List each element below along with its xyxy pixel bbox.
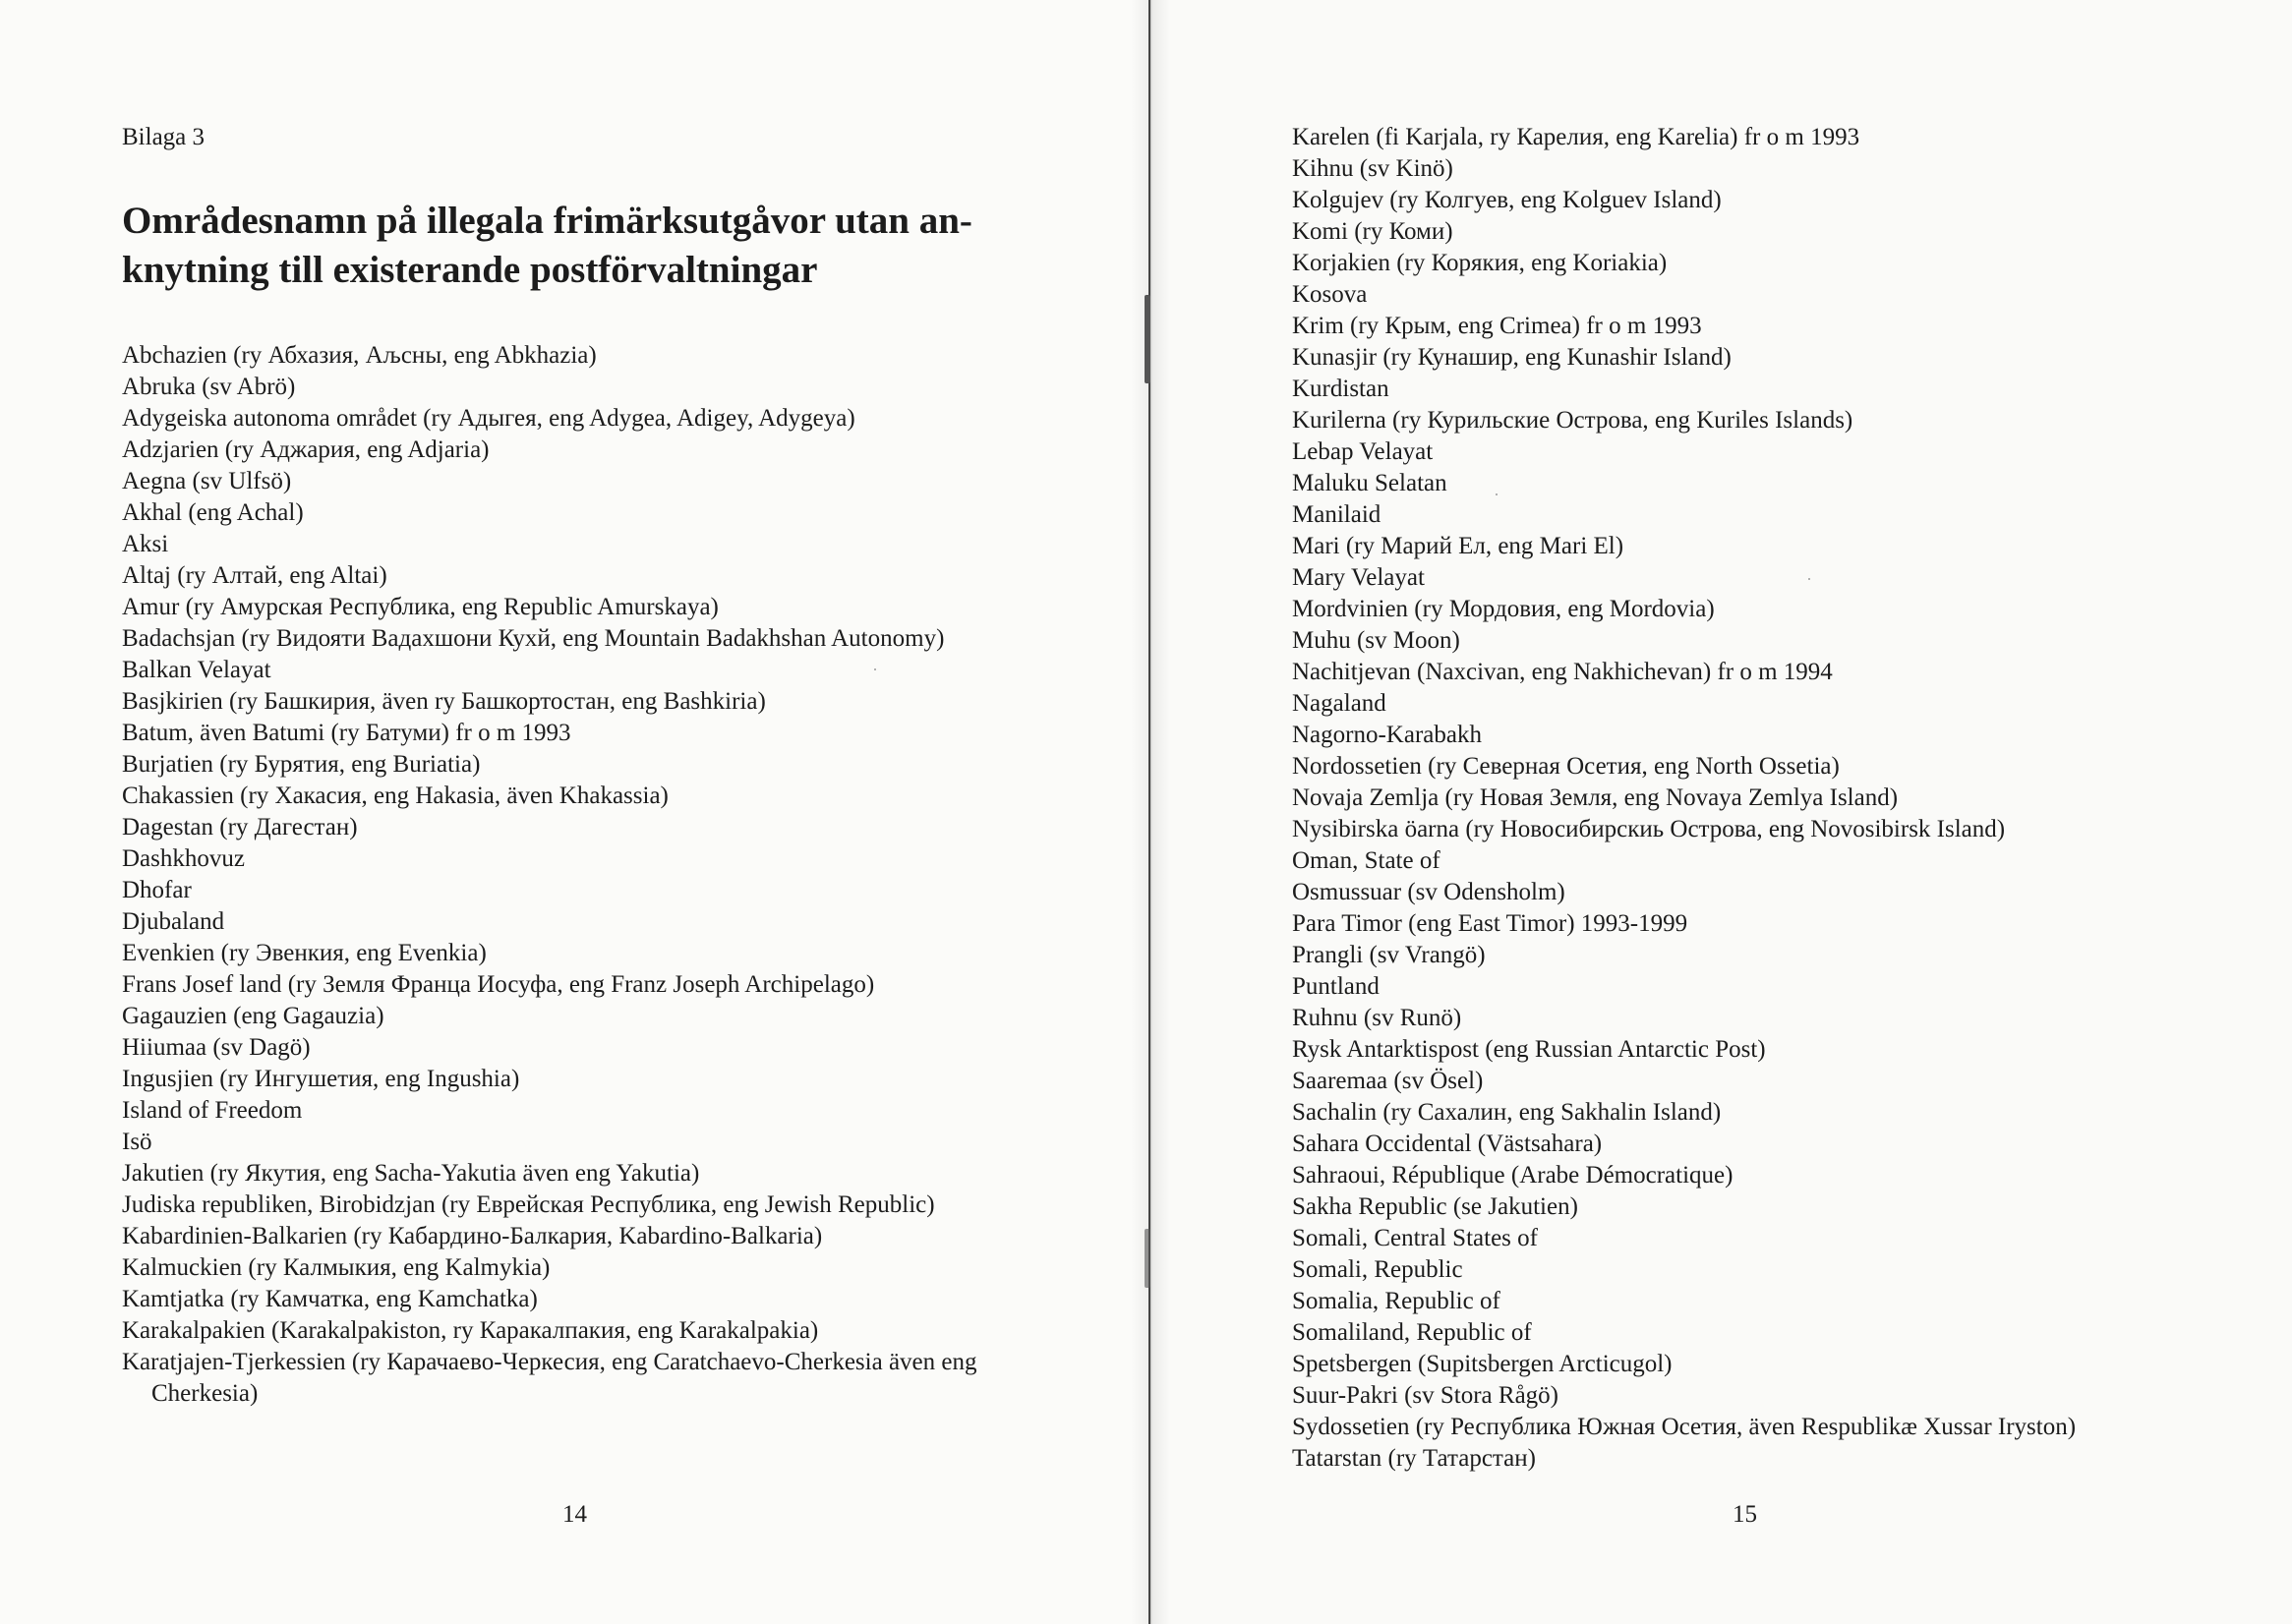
list-item: Balkan Velayat xyxy=(122,657,271,683)
list-item: Aegna (sv Ulfsö) xyxy=(122,468,292,494)
staple-mark xyxy=(1145,295,1150,383)
list-item: Saaremaa (sv Ösel) xyxy=(1292,1068,1484,1094)
list-item: Kurilerna (ry Курильские Острова, eng Kuriles Islands) xyxy=(1292,407,1853,434)
list-item: Muhu (sv Moon) xyxy=(1292,627,1460,654)
list-item: Lebap Velayat xyxy=(1292,438,1434,465)
list-item: Chakassien (ry Хакасия, eng Hakasia, även Khakassia) xyxy=(122,783,669,809)
list-item: Island of Freedom xyxy=(122,1097,303,1124)
list-item: Kihnu (sv Kinö) xyxy=(1292,155,1453,182)
staple-mark xyxy=(1145,1229,1150,1288)
list-item: Nysibirska öarna (ry Новосибирскиь Острова, eng Novosibirsk Island) xyxy=(1292,816,2006,842)
list-item: Prangli (sv Vrangö) xyxy=(1292,942,1486,968)
list-item: Aksi xyxy=(122,531,169,557)
paper-speck xyxy=(1808,578,1810,580)
list-item: Karakalpakien (Karakalpakiston, ry Каракалпакия, eng Karakalpakia) xyxy=(122,1317,819,1344)
list-item: Hiiumaa (sv Dagö) xyxy=(122,1034,311,1061)
list-item: Sachalin (ry Сахалин, eng Sakhalin Island) xyxy=(1292,1099,1722,1126)
appendix-label: Bilaga 3 xyxy=(122,124,206,150)
list-item: Kamtjatka (ry Камчатка, eng Kamchatka) xyxy=(122,1286,538,1312)
list-item: Jakutien (ry Якутия, eng Sacha-Yakutia även eng Yakutia) xyxy=(122,1160,700,1187)
list-item: Ingusjien (ry Ингушетия, eng Ingushia) xyxy=(122,1066,520,1092)
paper-speck xyxy=(874,668,876,670)
list-item: Nagaland xyxy=(1292,690,1386,717)
paper-speck xyxy=(1496,493,1498,495)
list-item: Kolgujev (ry Колгуев, eng Kolguev Island) xyxy=(1292,187,1722,213)
list-item: Somali, Central States of xyxy=(1292,1225,1538,1251)
list-item: Komi (ry Коми) xyxy=(1292,218,1453,245)
list-item: Karatjajen-Tjerkessien (ry Карачаево-Черкесия, eng Caratchaevo-Cherkesia även eng Cherkesia) xyxy=(122,1349,977,1407)
list-item: Adzjarien (ry Аджария, eng Adjaria) xyxy=(122,436,490,463)
page-number-left: 14 xyxy=(562,1501,587,1528)
list-item: Oman, State of xyxy=(1292,847,1440,874)
page-heading: Områdesnamn på illegala frimärksutgåvor utan an-knytning till existerande postförvaltningar xyxy=(122,200,972,291)
list-item: Tatarstan (ry Татарстан) xyxy=(1292,1445,1536,1472)
list-item: Spetsbergen (Supitsbergen Arcticugol) xyxy=(1292,1351,1673,1377)
list-item: Akhal (eng Achal) xyxy=(122,499,304,526)
list-item: Manilaid xyxy=(1292,501,1381,528)
list-item: Nachitjevan (Naxcivan, eng Nakhichevan) fr o m 1994 xyxy=(1292,659,1833,685)
list-item: Nagorno-Karabakh xyxy=(1292,722,1482,748)
list-item: Maluku Selatan xyxy=(1292,470,1447,496)
list-item: Nordossetien (ry Северная Осетия, eng North Ossetia) xyxy=(1292,753,1840,780)
list-item: Sydossetien (ry Республика Южная Осетия, även Respublikæ Xussar Iryston) xyxy=(1292,1414,2077,1440)
list-item: Djubaland xyxy=(122,908,225,935)
book-gutter-line xyxy=(1148,0,1150,1624)
list-item: Somaliland, Republic of xyxy=(1292,1319,1532,1346)
list-item: Adygeiska autonoma området (ry Адыгея, eng Adygea, Adigey, Adygeya) xyxy=(122,405,855,432)
list-item: Mordvinien (ry Мордовия, eng Mordovia) xyxy=(1292,596,1715,622)
list-item: Evenkien (ry Эвенкия, eng Evenkia) xyxy=(122,940,487,966)
list-item: Sahara Occidental (Västsahara) xyxy=(1292,1131,1603,1157)
list-item: Isö xyxy=(122,1129,152,1155)
list-item: Burjatien (ry Бурятия, eng Buriatia) xyxy=(122,751,481,778)
list-item: Judiska republiken, Birobidzjan (ry Еврейская Республика, eng Jewish Republic) xyxy=(122,1191,935,1218)
list-item: Novaja Zemlja (ry Новая Земля, eng Novaya Zemlya Island) xyxy=(1292,784,1899,811)
page-number-right: 15 xyxy=(1733,1501,1757,1528)
list-item: Kabardinien-Balkarien (ry Кабардино-Балкария, Kabardino-Balkaria) xyxy=(122,1223,823,1249)
list-item: Abchazien (ry Абхазия, Аљсны, eng Abkhazia) xyxy=(122,342,597,369)
list-item: Suur-Pakri (sv Stora Rågö) xyxy=(1292,1382,1558,1409)
list-item: Kalmuckien (ry Калмыкия, eng Kalmykia) xyxy=(122,1254,551,1281)
list-item: Basjkirien (ry Башкирия, även ry Башкортостан, eng Bashkiria) xyxy=(122,688,766,715)
list-item: Karelen (fi Karjala, ry Карелия, eng Karelia) fr o m 1993 xyxy=(1292,124,1860,150)
list-item: Badachsjan (ry Видояти Вадахшони Кухй, eng Mountain Badakhshan Autonomy) xyxy=(122,625,945,652)
list-item: Abruka (sv Abrö) xyxy=(122,374,296,400)
list-item: Puntland xyxy=(1292,973,1380,1000)
list-item: Mari (ry Марий Ел, eng Mari El) xyxy=(1292,533,1624,559)
list-item: Dashkhovuz xyxy=(122,845,245,872)
list-item: Somali, Republic xyxy=(1292,1256,1463,1283)
list-item: Kurdistan xyxy=(1292,376,1389,402)
list-item: Korjakien (ry Корякия, eng Koriakia) xyxy=(1292,250,1668,276)
list-item: Rysk Antarktispost (eng Russian Antarctic Post) xyxy=(1292,1036,1766,1063)
list-item: Ruhnu (sv Runö) xyxy=(1292,1005,1462,1031)
list-item: Mary Velayat xyxy=(1292,564,1425,591)
list-item: Sakha Republic (se Jakutien) xyxy=(1292,1193,1578,1220)
list-item: Para Timor (eng East Timor) 1993-1999 xyxy=(1292,910,1688,937)
list-item: Batum, även Batumi (ry Батуми) fr o m 1993 xyxy=(122,720,571,746)
list-item: Osmussuar (sv Odensholm) xyxy=(1292,879,1565,905)
list-item: Kunasjir (ry Кунашир, eng Kunashir Island) xyxy=(1292,344,1732,371)
left-entry-list xyxy=(122,340,1007,1410)
list-item: Altaj (ry Алтай, eng Altai) xyxy=(122,562,387,589)
book-gutter-shadow xyxy=(1131,0,1170,1624)
list-item: Frans Josef land (ry Земля Франца Иосуфа, eng Franz Joseph Archipelago) xyxy=(122,971,875,998)
list-item: Gagauzien (eng Gagauzia) xyxy=(122,1003,384,1029)
list-item: Somalia, Republic of xyxy=(1292,1288,1500,1314)
right-entry-list xyxy=(1292,122,2275,1475)
list-item: Amur (ry Амурская Республика, eng Republic Amurskaya) xyxy=(122,594,719,620)
list-item: Kosova xyxy=(1292,281,1368,308)
list-item: Sahraoui, République (Arabe Démocratique) xyxy=(1292,1162,1734,1189)
list-item: Dagestan (ry Дагестан) xyxy=(122,814,358,841)
list-item: Dhofar xyxy=(122,877,192,903)
list-item: Krim (ry Крым, eng Crimea) fr o m 1993 xyxy=(1292,313,1702,339)
